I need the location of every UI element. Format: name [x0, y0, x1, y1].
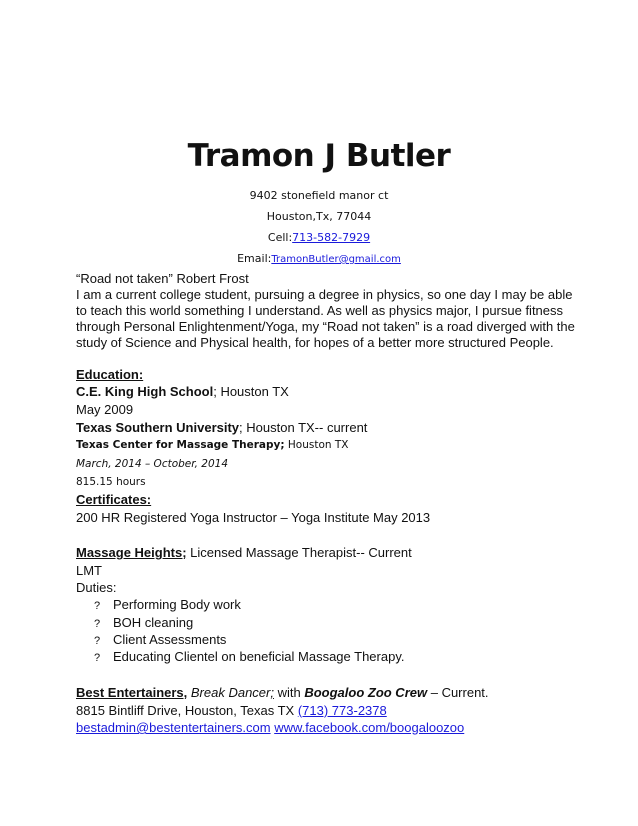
- entertainment-separator: ;: [270, 685, 274, 700]
- cell-label: Cell:: [267, 231, 293, 244]
- school-1-name: C.E. King High School: [76, 384, 214, 399]
- school-3-location: Houston TX: [284, 439, 349, 451]
- address-line-1: 9402 stonefield manor ct: [249, 189, 389, 202]
- school-1-location: ; Houston TX: [213, 384, 289, 399]
- duties-label: Duties:: [76, 580, 117, 595]
- school-3-dates: March, 2014 – October, 2014: [76, 458, 229, 470]
- entertainment-website-link[interactable]: www.facebook.com/boogaloozoo: [274, 720, 465, 735]
- bullet-icon: ?: [94, 600, 101, 612]
- massage-heading: Massage Heights;: [76, 545, 187, 560]
- objective-line-1: I am a current college student, pursuing a degree in physics, so one day I may be able: [76, 287, 573, 302]
- education-school-3: [76, 437, 348, 454]
- duty-text: BOH cleaning: [113, 615, 194, 630]
- entertainment-phone-link[interactable]: (713) 773-2378: [297, 703, 387, 718]
- cell-phone-link[interactable]: 713-582-7929: [292, 231, 371, 244]
- resume-name: Tramon J Butler: [187, 138, 451, 174]
- entertainment-with: with: [273, 685, 305, 700]
- entertainment-links: [76, 719, 464, 736]
- bullet-icon: ?: [94, 652, 101, 664]
- duty-text: Educating Clientel on beneficial Massage Therapy.: [113, 649, 405, 664]
- entertainment-address: 8815 Bintliff Drive, Houston, Texas TX: [76, 703, 298, 718]
- certificates-heading: Certificates:: [76, 492, 152, 507]
- duty-text: Client Assessments: [113, 632, 227, 647]
- entertainment-status: – Current.: [427, 685, 489, 700]
- entertainment-crew: Boogaloo Zoo Crew: [304, 685, 428, 700]
- school-1-date: May 2009: [76, 402, 134, 417]
- education-heading: Education:: [76, 367, 144, 382]
- bullet-icon: ?: [94, 618, 101, 630]
- objective-line-4: study of Science and Physical health, for hopes of a better more structured People.: [76, 335, 554, 350]
- objective-line-2: to teach this world something I understand. As well as physics major, I pursue fitness: [76, 303, 564, 318]
- school-2-location: ; Houston TX-- current: [239, 420, 368, 435]
- bullet-icon: ?: [94, 635, 101, 647]
- education-school-2: [76, 419, 367, 436]
- massage-title: Licensed Massage Therapist-- Current: [186, 545, 412, 560]
- school-3-hours: 815.15 hours: [76, 476, 146, 488]
- cell-line: [0, 231, 638, 244]
- objective-quote: “Road not taken” Robert Frost: [76, 271, 249, 286]
- school-2-name: Texas Southern University: [76, 420, 240, 435]
- duty-item: [94, 648, 404, 667]
- duty-item: [94, 596, 241, 615]
- entertainment-job: [76, 684, 489, 701]
- email-link[interactable]: TramonButler@gmail.com: [271, 254, 401, 265]
- address-line-2: Houston,Tx, 77044: [266, 210, 372, 223]
- entertainment-company: Best Entertainers,: [76, 685, 188, 700]
- education-school-1: [76, 383, 289, 400]
- massage-abbr: LMT: [76, 563, 102, 578]
- entertainment-address-line: [76, 702, 387, 719]
- objective-line-3: through Personal Enlightenment/Yoga, my “Road not taken” is a road diverged with the: [76, 319, 575, 334]
- entertainment-email-link[interactable]: bestadmin@bestentertainers.com: [76, 720, 271, 735]
- email-label: Email:: [237, 252, 272, 265]
- certificate-item: 200 HR Registered Yoga Instructor – Yoga Institute May 2013: [76, 510, 431, 525]
- duty-text: Performing Body work: [113, 597, 241, 612]
- entertainment-role: Break Dancer: [187, 685, 271, 700]
- massage-job: [76, 544, 412, 561]
- email-line: [0, 252, 638, 265]
- school-3-name: Texas Center for Massage Therapy;: [76, 439, 285, 451]
